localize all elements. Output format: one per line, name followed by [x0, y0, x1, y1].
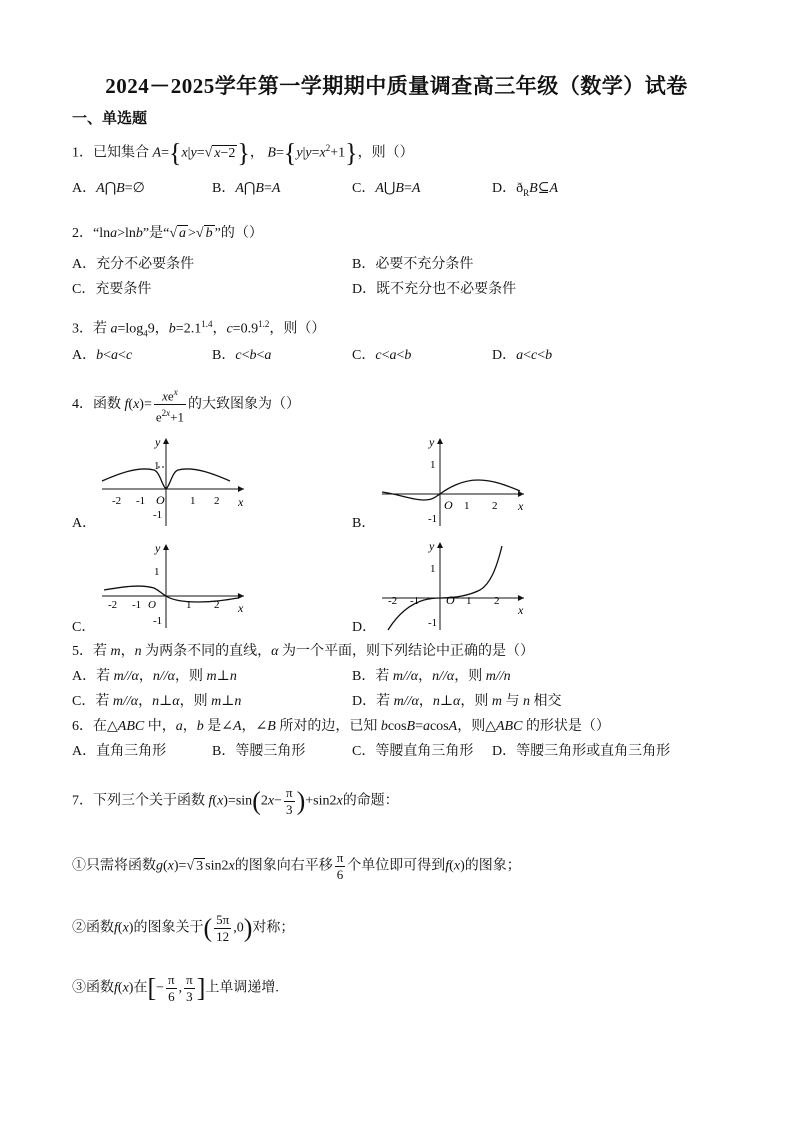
graph-d[interactable]	[378, 538, 528, 633]
svg-text:2: 2	[492, 500, 498, 512]
q3-option-b[interactable]: B．c<b<a	[212, 348, 272, 363]
q3-option-d[interactable]: D．a<c<b	[492, 348, 553, 363]
question-3: 3．若 $a=\log_49$，$b=2.1^{1.4}$，$c=0.9^{1.2}$，则（）	[72, 319, 326, 339]
proposition-2: ②函数f(x)的图象关于( $\frac{5\pi}{12}$ ,0)对称；	[72, 912, 295, 944]
svg-text:1: 1	[154, 460, 160, 472]
svg-text:O: O	[156, 493, 165, 507]
graph-b[interactable]	[378, 434, 528, 529]
svg-text:y: y	[429, 539, 435, 553]
page-title: 2024－2025学年第一学期期中质量调查高三年级（数学）试卷	[105, 74, 688, 98]
svg-text:x: x	[238, 601, 244, 615]
svg-text:y: y	[155, 435, 161, 449]
svg-text:1: 1	[186, 599, 192, 611]
q2-option-b[interactable]: B．必要不充分条件	[352, 257, 474, 272]
q4-option-c[interactable]: C．	[72, 620, 96, 635]
question-4: 4．函数 f(x)= $\frac{xe^x}{e^{2x}+1}$ 的大致图象为（）	[72, 384, 300, 426]
svg-text:2: 2	[214, 495, 220, 507]
svg-text:2: 2	[214, 599, 220, 611]
svg-text:-1: -1	[410, 595, 420, 607]
svg-text:O: O	[148, 599, 156, 611]
q1-option-d[interactable]: D．$ð_RB⊆A$	[492, 181, 558, 198]
svg-text:x: x	[238, 495, 244, 509]
q2-option-c[interactable]: C．充要条件	[72, 282, 152, 297]
q2-option-a[interactable]: A．充分不必要条件	[72, 257, 195, 272]
svg-text:O: O	[444, 498, 453, 512]
q1-option-a[interactable]: A．A⋂B=∅	[72, 181, 145, 196]
q5-option-c[interactable]: C．若 m//α，n⊥α，则 m⊥n	[72, 694, 242, 709]
q4-option-d[interactable]: D．	[352, 620, 377, 635]
svg-text:x: x	[518, 603, 524, 617]
svg-text:-2: -2	[112, 495, 122, 507]
question-7: 7．下列三个关于函数 f(x)=sin(2x− $\frac{\pi}{3}$ )+sin2x的命题：	[72, 785, 399, 817]
svg-text:1: 1	[154, 566, 160, 578]
svg-text:1: 1	[464, 500, 470, 512]
svg-text:1: 1	[190, 495, 196, 507]
q3-option-a[interactable]: A．b<a<c	[72, 348, 133, 363]
q5-option-b[interactable]: B．若 m//α，n//α，则 m//n	[352, 669, 511, 684]
section-heading: 一、单选题	[72, 111, 148, 127]
question-5: 5．若 m，n 为两条不同的直线，α 为一个平面，则下列结论中正确的是（）	[72, 644, 534, 659]
svg-text:1: 1	[466, 595, 472, 607]
proposition-1: ①只需将函数g(x)=√ 3 sin2x的图象向右平移 $\frac{\pi}{6}$ 个单位即可得到f(x)的图象；	[72, 850, 521, 882]
svg-text:O: O	[446, 593, 455, 607]
svg-text:-1: -1	[153, 615, 163, 627]
graph-c[interactable]	[98, 540, 248, 630]
q5-option-d[interactable]: D．若 m//α，n⊥α，则 m 与 n 相交	[352, 694, 562, 709]
question-2: 2．“lna>lnb”是“√ a >√ b ”的（）	[72, 226, 263, 241]
q4-option-a[interactable]: A．	[72, 516, 97, 531]
svg-text:-2: -2	[108, 599, 118, 611]
svg-text:-1: -1	[428, 617, 438, 629]
q6-option-a[interactable]: A．直角三角形	[72, 744, 167, 759]
svg-text:1: 1	[430, 563, 436, 575]
q6-option-d[interactable]: D．等腰三角形或直角三角形	[492, 744, 671, 759]
q1-option-b[interactable]: B．A⋂B=A	[212, 181, 281, 196]
svg-text:1: 1	[430, 459, 436, 471]
svg-text:-1: -1	[153, 509, 163, 521]
q6-option-c[interactable]: C．等腰直角三角形	[352, 744, 474, 759]
q3-option-c[interactable]: C．c<a<b	[352, 348, 412, 363]
svg-text:y: y	[429, 435, 435, 449]
svg-text:-1: -1	[132, 599, 142, 611]
q2-option-d[interactable]: D．既不充分也不必要条件	[352, 282, 517, 297]
svg-text:-1: -1	[136, 495, 146, 507]
q5-option-a[interactable]: A．若 m//α，n//α，则 m⊥n	[72, 669, 237, 684]
graph-a[interactable]	[98, 434, 248, 529]
svg-text:2: 2	[494, 595, 500, 607]
proposition-3: ③函数f(x)在[− $\frac{\pi}{6}$ , $\frac{\pi}{3}$ ]上单调递增.	[72, 972, 279, 1004]
svg-text:-2: -2	[388, 595, 398, 607]
q1-option-c[interactable]: C．A⋃B=A	[352, 181, 421, 196]
q6-option-b[interactable]: B．等腰三角形	[212, 744, 306, 759]
svg-text:y: y	[155, 541, 161, 555]
svg-text:-1: -1	[428, 513, 438, 525]
svg-text:x: x	[518, 499, 524, 513]
question-6: 6．在△ABC 中，a，b 是∠A，∠B 所对的边，已知 bcosB=acosA，则△ABC 的形状是（）	[72, 719, 610, 734]
question-1: 1．已知集合 A={x|y=√ x−2}， $B=\{y|y=x^2+1\}$，则（）	[72, 138, 414, 168]
q4-option-b[interactable]: B．	[352, 516, 376, 531]
